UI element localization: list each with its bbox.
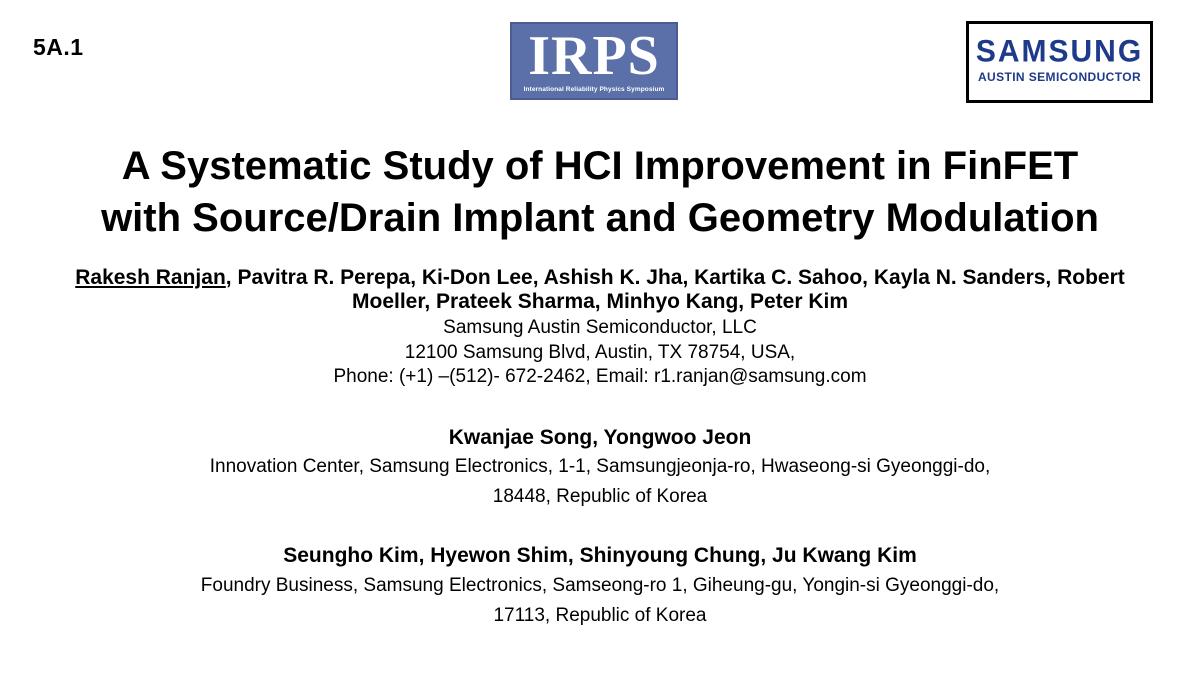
- second-affiliation-line-2: 18448, Republic of Korea: [492, 486, 708, 507]
- third-affiliation-line-1: Foundry Business, Samsung Electronics, Samseong-ro 1, Giheung-gu, Yongin-si Gyeonggi-do,: [200, 575, 1000, 596]
- samsung-austin-logo: [966, 21, 1153, 103]
- third-group-affiliation: [0, 571, 1200, 631]
- primary-address: 12100 Samsung Blvd, Austin, TX 78754, USA,: [404, 341, 796, 363]
- third-group-authors: Seungho Kim, Hyewon Shim, Shinyoung Chung, Ju Kwang Kim: [283, 544, 917, 567]
- primary-affiliation-name: Samsung Austin Semiconductor, LLC: [443, 317, 757, 338]
- title-line-1: A Systematic Study of HCI Improvement in FinFET: [121, 144, 1079, 188]
- co-authors: , Pavitra R. Perepa, Ki-Don Lee, Ashish K. Jha, Kartika C. Sahoo, Kayla N. Sanders, Robert Moeller, Prateek Sharma, Minhyo Kang, Peter Kim: [225, 266, 1125, 313]
- session-id: 5A.1: [33, 34, 84, 60]
- second-group-authors: Kwanjae Song, Yongwoo Jeon: [448, 426, 752, 449]
- primary-contact: Phone: (+1) –(512)- 672-2462, Email: r1.ranjan@samsung.com: [333, 366, 867, 387]
- second-group-affiliation: [0, 452, 1200, 512]
- second-affiliation-line-1: Innovation Center, Samsung Electronics, 1-1, Samsungjeonja-ro, Hwaseong-si Gyeonggi-do,: [209, 456, 991, 477]
- irps-logo-subtitle: International Reliability Physics Symposium: [523, 86, 665, 93]
- irps-logo: [510, 22, 678, 100]
- paper-title: [0, 140, 1200, 244]
- third-affiliation-line-2: 17113, Republic of Korea: [493, 605, 707, 626]
- lead-author: Rakesh Ranjan: [75, 266, 226, 289]
- primary-authors: [60, 266, 1140, 314]
- samsung-logo-text: SAMSUNG: [975, 34, 1144, 69]
- irps-logo-text: IRPS: [528, 25, 660, 87]
- primary-affiliation: [0, 316, 1200, 390]
- title-line-2: with Source/Drain Implant and Geometry Modulation: [101, 196, 1099, 240]
- samsung-logo-subtitle: AUSTIN SEMICONDUCTOR: [977, 70, 1142, 84]
